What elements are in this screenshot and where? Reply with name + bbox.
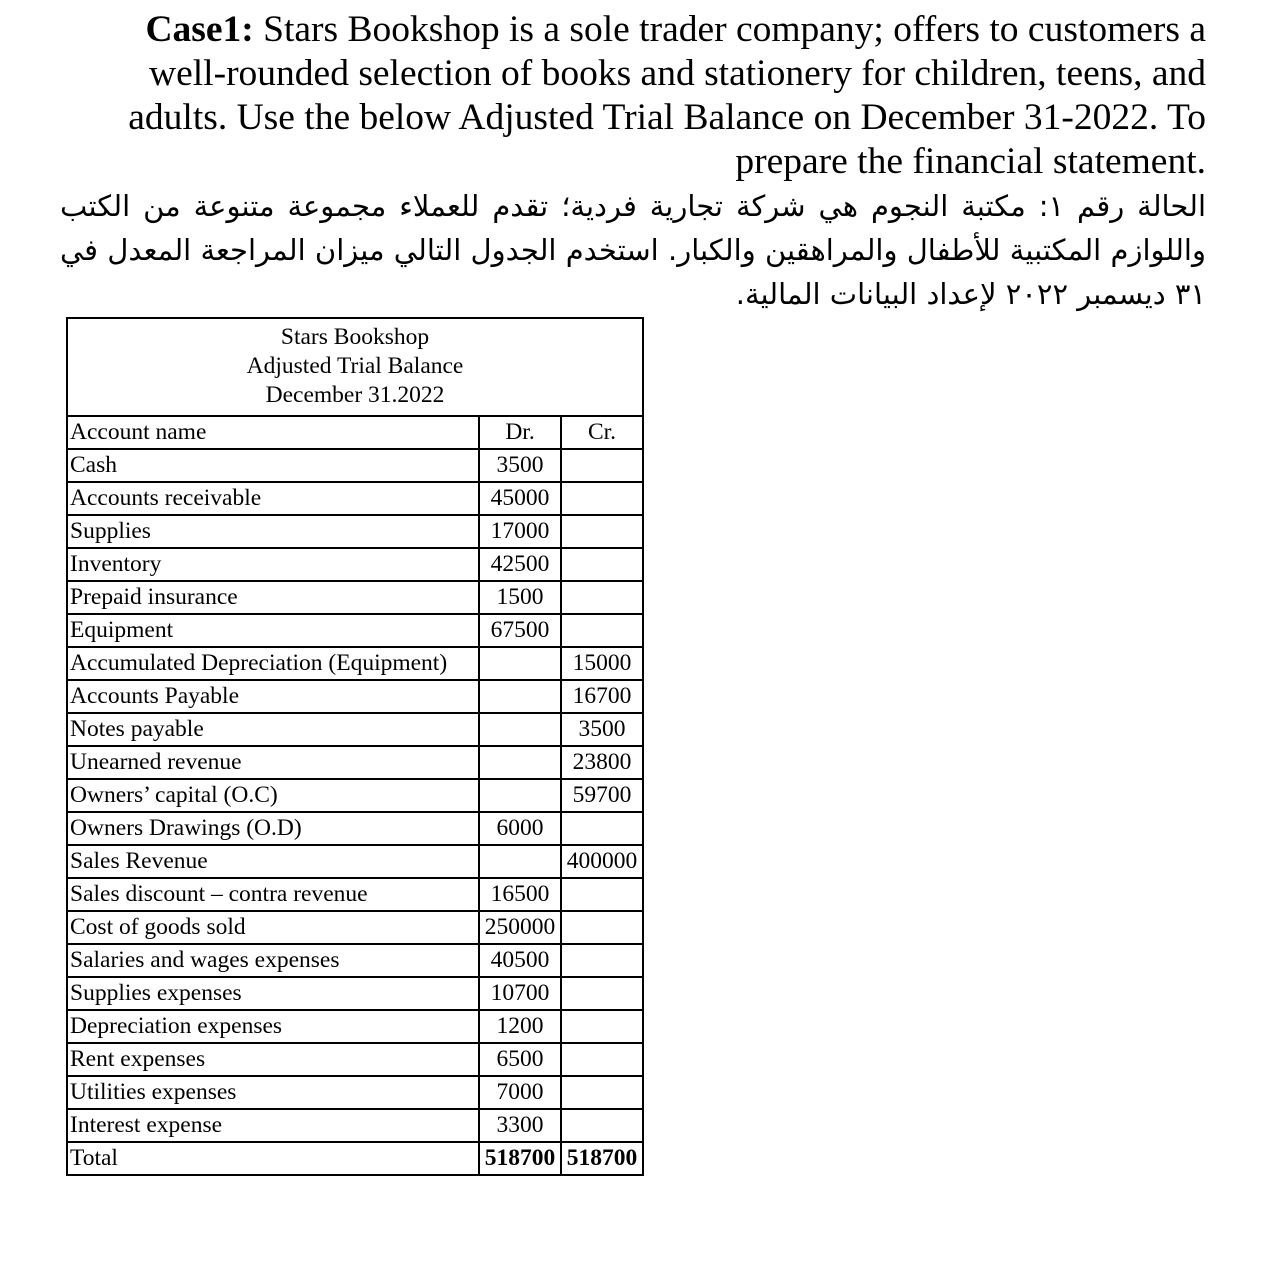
- debit-cell: 3500: [479, 449, 561, 482]
- adjusted-trial-balance-table: [66, 317, 644, 1176]
- debit-cell: 6000: [479, 812, 561, 845]
- account-name-cell: Supplies expenses: [67, 977, 479, 1010]
- account-name-cell: Sales Revenue: [67, 845, 479, 878]
- credit-cell: [561, 482, 643, 515]
- account-name-cell: Accounts receivable: [67, 482, 479, 515]
- credit-cell: [561, 1076, 643, 1109]
- credit-cell: [561, 449, 643, 482]
- debit-cell: [479, 647, 561, 680]
- account-name-cell: Rent expenses: [67, 1043, 479, 1076]
- credit-cell: [561, 977, 643, 1010]
- debit-cell: 40500: [479, 944, 561, 977]
- debit-cell: 7000: [479, 1076, 561, 1109]
- account-name-cell: Interest expense: [67, 1109, 479, 1142]
- credit-cell: [561, 515, 643, 548]
- debit-cell: 17000: [479, 515, 561, 548]
- table-row: [67, 482, 643, 515]
- debit-cell: 67500: [479, 614, 561, 647]
- table-row: [67, 845, 643, 878]
- total-debit-cell: 518700: [479, 1142, 561, 1175]
- total-row: [67, 1142, 643, 1175]
- column-header-row: [67, 416, 643, 449]
- table-row: [67, 515, 643, 548]
- account-name-cell: Owners Drawings (O.D): [67, 812, 479, 845]
- account-name-cell: Accumulated Depreciation (Equipment): [67, 647, 479, 680]
- debit-cell: 16500: [479, 878, 561, 911]
- credit-cell: [561, 614, 643, 647]
- debit-cell: 3300: [479, 1109, 561, 1142]
- credit-cell: [561, 944, 643, 977]
- table-row: [67, 1109, 643, 1142]
- account-name-cell: Unearned revenue: [67, 746, 479, 779]
- table-title: Stars Bookshop: [280, 323, 430, 350]
- credit-cell: [561, 581, 643, 614]
- account-name-cell: Cost of goods sold: [67, 911, 479, 944]
- debit-cell: 250000: [479, 911, 561, 944]
- credit-cell: [561, 878, 643, 911]
- account-name-cell: Supplies: [67, 515, 479, 548]
- debit-cell: 45000: [479, 482, 561, 515]
- table-row: [67, 779, 643, 812]
- credit-cell: [561, 1109, 643, 1142]
- account-name-cell: Equipment: [67, 614, 479, 647]
- table-row: [67, 647, 643, 680]
- case-description-english: [100, 8, 1206, 184]
- cr-header: Cr.: [561, 416, 643, 449]
- dr-header: Dr.: [479, 416, 561, 449]
- account-name-cell: Depreciation expenses: [67, 1010, 479, 1043]
- table-row: [67, 713, 643, 746]
- case-description-arabic: الحالة رقم ١: مكتبة النجوم هي شركة تجارية فردية؛ تقدم للعملاء مجموعة متنوعة من الكتب واللوازم المكتبية للأطفال والمراهقين والكبار. استخدم الجدول التالي ميزان المراجعة المعدل في ٣١ ديسمبر ٢٠٢٢ لإعداد البيانات المالية.: [60, 189, 1207, 311]
- table-row: [67, 449, 643, 482]
- account-name-cell: Sales discount – contra revenue: [67, 878, 479, 911]
- credit-cell: 59700: [561, 779, 643, 812]
- debit-cell: [479, 779, 561, 812]
- credit-cell: [561, 1043, 643, 1076]
- credit-cell: [561, 1010, 643, 1043]
- total-account-name-cell: Total: [67, 1142, 479, 1175]
- credit-cell: [561, 548, 643, 581]
- account-name-cell: Notes payable: [67, 713, 479, 746]
- credit-cell: [561, 812, 643, 845]
- table-row: [67, 614, 643, 647]
- credit-cell: 400000: [561, 845, 643, 878]
- table-row: [67, 548, 643, 581]
- debit-cell: 1200: [479, 1010, 561, 1043]
- account-name-cell: Inventory: [67, 548, 479, 581]
- debit-cell: 10700: [479, 977, 561, 1010]
- table-heading: [67, 318, 643, 416]
- credit-cell: 3500: [561, 713, 643, 746]
- debit-cell: [479, 746, 561, 779]
- table-row: [67, 746, 643, 779]
- debit-cell: 6500: [479, 1043, 561, 1076]
- credit-cell: 16700: [561, 680, 643, 713]
- table-subtitle: Adjusted Trial Balance: [246, 352, 464, 379]
- table-row: [67, 878, 643, 911]
- table-row: [67, 1076, 643, 1109]
- debit-cell: [479, 845, 561, 878]
- table-row: [67, 1043, 643, 1076]
- account-name-cell: Accounts Payable: [67, 680, 479, 713]
- debit-cell: [479, 713, 561, 746]
- credit-cell: [561, 911, 643, 944]
- table-row: [67, 1010, 643, 1043]
- credit-cell: 23800: [561, 746, 643, 779]
- account-name-cell: Prepaid insurance: [67, 581, 479, 614]
- account-name-cell: Salaries and wages expenses: [67, 944, 479, 977]
- table-header-block: [67, 318, 643, 416]
- table-row: [67, 581, 643, 614]
- table-row: [67, 944, 643, 977]
- account-name-header: Account name: [67, 416, 479, 449]
- table-row: [67, 911, 643, 944]
- account-name-cell: Utilities expenses: [67, 1076, 479, 1109]
- debit-cell: 1500: [479, 581, 561, 614]
- table-row: [67, 680, 643, 713]
- account-name-cell: Cash: [67, 449, 479, 482]
- debit-cell: 42500: [479, 548, 561, 581]
- table-row: [67, 977, 643, 1010]
- table-row: [67, 812, 643, 845]
- debit-cell: [479, 680, 561, 713]
- case-label: Case1:: [145, 9, 254, 50]
- account-name-cell: Owners’ capital (O.C): [67, 779, 479, 812]
- case-text-en: Stars Bookshop is a sole trader company; offers to customers a well-rounded selection of books and stationery for children, teens, and adults. Use the below Adjusted Trial Balance on December 31-2022. To prepare the financial statement.: [128, 9, 1206, 182]
- table-date: December 31.2022: [265, 381, 445, 408]
- total-credit-cell: 518700: [561, 1142, 643, 1175]
- credit-cell: 15000: [561, 647, 643, 680]
